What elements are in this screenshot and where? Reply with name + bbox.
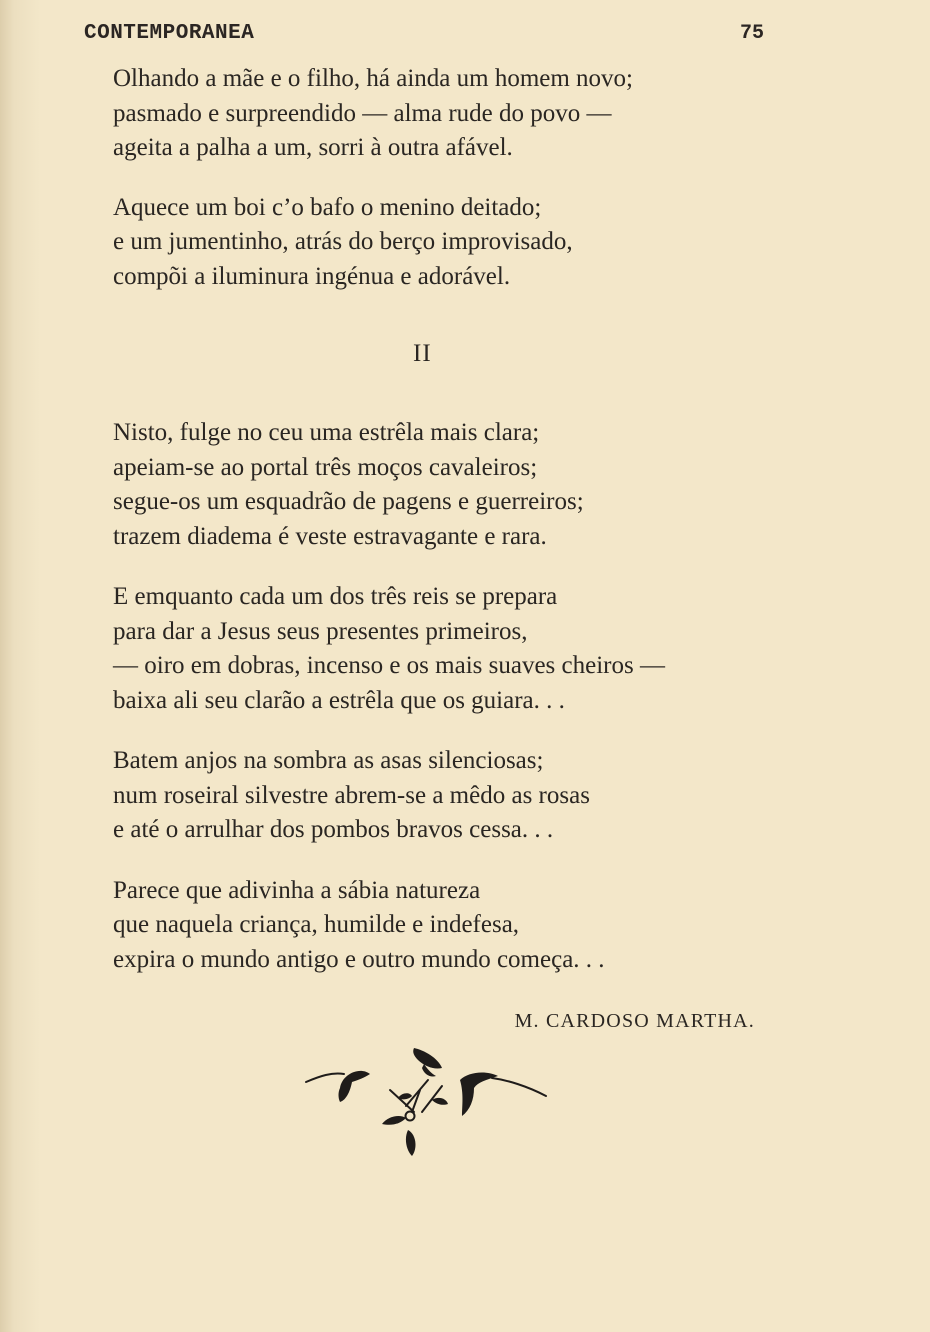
verse-line: segue-os um esquadrão de pagens e guerreiros;: [113, 488, 584, 515]
running-head: [84, 22, 764, 52]
verse-line: Nisto, fulge no ceu uma estrêla mais clara;: [113, 419, 540, 446]
stanza: [113, 874, 773, 978]
verse-line: compõi a iluminura ingénua e adorável.: [113, 262, 511, 290]
verse-line: Batem anjos na sombra as asas silenciosas;: [113, 747, 544, 774]
running-title: CONTEMPORANEA: [84, 22, 255, 45]
verse-line: apeiam-se ao portal três moços cavaleiros;: [113, 453, 538, 481]
verse-line: Parece que adivinha a sábia natureza: [113, 876, 481, 904]
verse-line: Olhando a mãe e o filho, há ainda um homem novo;: [113, 65, 634, 92]
stanza: [113, 62, 773, 166]
verse-line: num roseiral silvestre abrem-se a mêdo as rosas: [113, 781, 590, 809]
verse-line: E emquanto cada um dos três reis se prepara: [113, 583, 558, 610]
verse-line: Aquece um boi c’o bafo o menino deitado;: [113, 193, 542, 221]
author-signature: M. CARDOSO MARTHA.: [514, 1010, 755, 1032]
verse-line: para dar a Jesus seus presentes primeiros,: [113, 617, 528, 645]
stanza: [113, 744, 773, 848]
verse-line: trazem diadema é veste estravagante e rara.: [113, 522, 547, 550]
stanza: [113, 580, 773, 718]
page-number: 75: [739, 22, 764, 45]
verse-line: e um jumentinho, atrás do berço improvisado,: [113, 228, 573, 255]
section-numeral: II: [413, 340, 432, 367]
verse-line: — oiro em dobras, incenso e os mais suaves cheiros —: [113, 652, 665, 679]
stanza: [113, 416, 773, 554]
verse-line: e até o arrulhar dos pombos bravos cessa. . .: [113, 816, 554, 843]
verse-line: ageita a palha a um, sorri à outra afável.: [113, 134, 513, 161]
stanza: [113, 191, 773, 295]
verse-line: expira o mundo antigo e outro mundo começa. . .: [113, 945, 605, 973]
verse-line: baixa ali seu clarão a estrêla que os guiara. . .: [113, 686, 565, 714]
poem: [113, 62, 773, 977]
verse-line: que naquela criança, humilde e indefesa,: [113, 911, 520, 938]
verse-line: pasmado e surpreendido — alma rude do povo —: [113, 99, 612, 127]
floral-tailpiece-icon: [302, 1040, 552, 1160]
